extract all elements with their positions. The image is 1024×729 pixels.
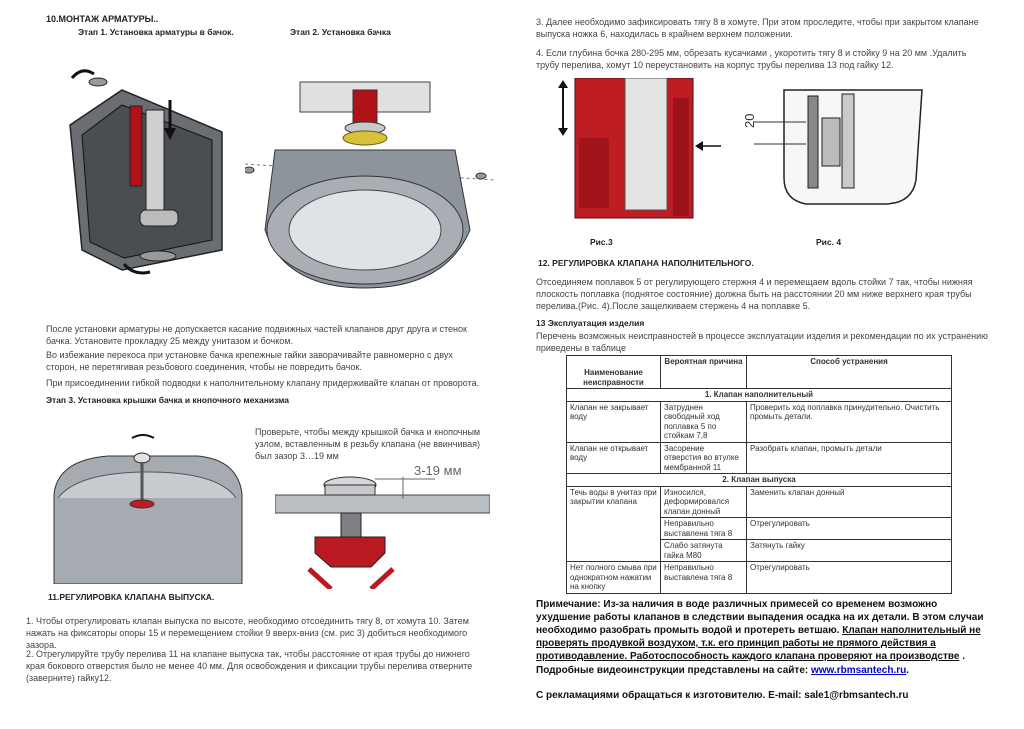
- table-section-2: 2. Клапан выпуска: [567, 474, 952, 487]
- toilet-installation-illustration: [245, 80, 495, 290]
- table-cell-fix: Затянуть гайку: [747, 540, 952, 562]
- note-end: .: [959, 651, 965, 662]
- step-3-text: 3. Далее необходимо зафиксировать тягу 8 в хомуте. При этом проследите, чтобы при закрытом клапане выпуска ножка 6, находилась в крайнем верхнем положении.: [536, 17, 979, 39]
- figure-3-caption: Рис.3: [590, 237, 613, 247]
- section-12-text: Отсоединяем поплавок 5 от регулирующего стержня 4 и перемещаем вдоль стойки 7 так, чтобы нижняя плоскость поплавка (поднятое состояние) должна быть на расстоянии 20 мм ниже верхнего края трубы перелива.(Рис. 4).После защелкиваем стержень 4 на поплавке 5.: [536, 277, 973, 311]
- website-link[interactable]: www.rbmsantech.ru: [811, 665, 907, 676]
- table-section-row: [567, 474, 952, 487]
- table-row: [567, 562, 952, 594]
- table-cell-fix: Проверить ход поплавка принудительно. Очистить промыть детали.: [747, 401, 952, 442]
- table-cell-cause: Засорение отверстия во втулке мембранной 11: [661, 442, 747, 474]
- figure-4-caption: Рис. 4: [816, 237, 842, 247]
- note-underlined-text: Клапан наполнительный не проверять продувкой воздухом, т.к. его принцип работы не прямого действия а противодавление. Работоспособность каждого клапана проверяют на производстве: [536, 625, 981, 662]
- table-cell-fix: Заменить клапан донный: [747, 486, 952, 518]
- stage-1-title: Этап 1. Установка арматуры в бачок.: [78, 27, 234, 37]
- table-row: [567, 401, 952, 442]
- table-cell-fix: Разобрать клапан, промыть детали: [747, 442, 952, 474]
- table-cell-cause: Износился, деформировался клапан донный: [661, 486, 747, 518]
- step-1-text: 1. Чтобы отрегулировать клапан выпуска по высоте, необходимо отсоединить тягу 8, от хомута 10. Затем нажать на фиксаторы опоры 15 и перемещением стойки 9 вверх-вниз (см. рис 3) добиться необходимого зазора.: [26, 616, 469, 650]
- table-cell-cause: Затруднен свободный ход поплавка 5 по стойкам 7,8: [661, 401, 747, 442]
- note-text: Из-за наличия в воде различных примесей со временем возможно ухудшение работы клапанов в следствии выпадения осадка на их детали. В этом случаи необходимо разобрать промыть водой и протереть ветшаю.: [536, 599, 984, 636]
- video-line: [536, 664, 988, 677]
- paragraph-1: После установки арматуры не допускается касание подвижных частей клапанов друг друга и стенок бачка. Установите прокладку 25 между унитазом и бочком.: [46, 324, 467, 346]
- table-cell-cause: Неправильно выставлена тяга 8: [661, 562, 747, 594]
- table-header-row: [567, 356, 952, 389]
- table-row: [567, 442, 952, 474]
- section-10-title: 10.МОНТАЖ АРМАТУРЫ..: [46, 14, 159, 24]
- table-header: Способ устранения: [747, 356, 952, 389]
- table-section-1: 1. Клапан наполнительный: [567, 389, 952, 402]
- table-cell-cause: Неправильно выставлена тяга 8: [661, 518, 747, 540]
- table-header: Наименование неисправности: [567, 356, 661, 389]
- section-11-title: 11.РЕГУЛИРОВКА КЛАПАНА ВЫПУСКА.: [48, 592, 215, 602]
- paragraph-2: Во избежание перекоса при установке бачка крепежные гайки заворачивайте равномерно с двух сторон, не перетягивая резьбового соединения, чтобы не повредить бачок.: [46, 350, 453, 372]
- step-4-text: 4. Если глубина бочка 280-295 мм, обрезать кусачками , укоротить тягу 8 и стойку 9 на 20 мм .Удалить трубу перелива, хомут 10 переустановить на корпус трубы перелива 13 под гайку 12.: [536, 48, 967, 70]
- troubleshooting-table: [566, 355, 952, 594]
- section-13-title: 13 Эксплуатация изделия: [536, 318, 645, 328]
- table-cell-fault: Клапан не открывает воду: [567, 442, 661, 474]
- table-cell-fault: Течь воды в унитаз при закрытии клапана: [567, 486, 661, 562]
- table-cell-fix: Отрегулировать: [747, 562, 952, 594]
- table-cell-fault: Клапан не закрывает воду: [567, 401, 661, 442]
- section-13-text: Перечень возможных неисправностей в процессе эксплуатации изделия и рекомендации по их устранению приведены в таблице: [536, 331, 988, 353]
- contact-line: С рекламациями обращаться к изготовителю. E-mail: sale1@rbmsantech.ru: [536, 690, 909, 701]
- figure-4-illustration: [744, 88, 924, 208]
- cistern-fittings-illustration: [52, 50, 232, 280]
- table-section-row: [567, 389, 952, 402]
- gap-dimension-label: 3-19 мм: [414, 463, 462, 478]
- figure-4-dimension: 20: [742, 113, 757, 128]
- table-header: Вероятная причина: [661, 356, 747, 389]
- note-label: Примечание:: [536, 599, 601, 610]
- table-cell-fix: Отрегулировать: [747, 518, 952, 540]
- note-block: [536, 598, 988, 663]
- step-2-text: 2. Отрегулируйте трубу перелива 11 на клапане выпуска так, чтобы расстояние от края трубы до нижнего края бокового отверстия было не менее 40 мм. Для освобождения и фиксации трубы перелива отверните (заверните) гайку12.: [26, 649, 473, 683]
- stage-2-title: Этап 2. Установка бачка: [290, 27, 391, 37]
- paragraph-3: При присоединении гибкой подводки к наполнительному клапану придерживайте клапан от проворота.: [46, 378, 480, 388]
- table-cell-fault: Нет полного смыва при однократном нажатии на кнопку: [567, 562, 661, 594]
- stage-3-title: Этап 3. Установка крышки бачка и кнопочного механизма: [46, 395, 289, 405]
- video-end: .: [906, 665, 909, 676]
- table-row: [567, 486, 952, 518]
- figure-3-illustration: [553, 78, 723, 228]
- check-gap-text: Проверьте, чтобы между крышкой бачка и кнопочным узлом, вставленным в резьбу клапана (не ввинчивая) был зазор 3…19 мм: [255, 427, 481, 461]
- section-12-title: 12. РЕГУЛИРОВКА КЛАПАНА НАПОЛНИТЕЛЬНОГО.: [538, 258, 754, 268]
- table-cell-cause: Слабо затянута гайка М80: [661, 540, 747, 562]
- video-text: Подробные видеоинструкции представлены на сайте:: [536, 665, 811, 676]
- cistern-lid-illustration: [48, 434, 244, 584]
